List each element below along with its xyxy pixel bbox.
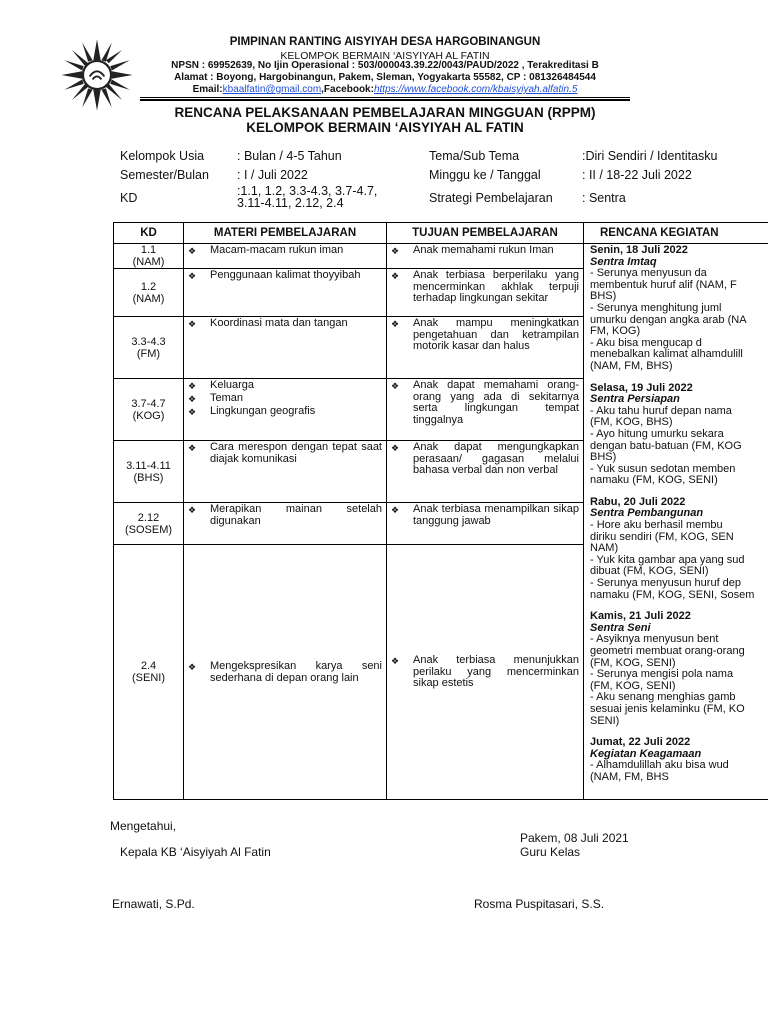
rppm-table xyxy=(113,222,768,800)
mengetahui-label: Mengetahui, xyxy=(110,819,177,833)
kd-cell xyxy=(114,503,184,545)
place-date: Pakem, 08 Juli 2021 xyxy=(520,831,629,845)
activity-line: namaku (FM, KOG, SENI) xyxy=(590,474,718,487)
day-sentra: Kegiatan Keagamaan xyxy=(590,747,702,760)
activity-line: geometri membuat orang-orang xyxy=(590,645,745,657)
activity-line: - Hore aku berhasil membu xyxy=(590,519,723,532)
materi-cell xyxy=(184,379,387,441)
tujuan-cell xyxy=(387,244,584,269)
info-kelompok-label: Kelompok Usia xyxy=(120,149,205,163)
activity-line: - Asyiknya menyusun bent xyxy=(590,633,719,646)
activity-line: (NAM, FM, BHS xyxy=(590,770,669,783)
diamond-bullet-icon: ❖ xyxy=(188,271,197,281)
list-item xyxy=(184,405,386,418)
info-minggu-label: Minggu ke / Tanggal xyxy=(429,168,541,182)
kd-aspect: (SOSEM) xyxy=(124,523,173,536)
diamond-bullet-icon: ❖ xyxy=(391,443,400,453)
header-school-line: KELOMPOK BERMAIN ‘AISYIYAH AL FATIN xyxy=(280,50,490,62)
kd-aspect: (FM) xyxy=(136,347,161,360)
activity-line: (FM, KOG, BHS) xyxy=(590,416,673,429)
materi-cell xyxy=(184,503,387,545)
kd-aspect: (BHS) xyxy=(133,471,164,484)
header-divider-thick xyxy=(140,99,630,101)
activity-line: - Serunya menyusun huruf dep xyxy=(590,577,742,590)
kd-code: 3.11-4.11 xyxy=(126,459,171,472)
info-tema-label: Tema/Sub Tema xyxy=(429,149,520,163)
col-header-tujuan: TUJUAN PEMBELAJARAN xyxy=(387,223,584,244)
activity-line: FM, KOG) xyxy=(590,325,641,338)
kd-cell xyxy=(114,269,184,317)
activity-line: - Ayo hitung umurku sekara xyxy=(590,427,724,440)
list-item xyxy=(387,503,583,527)
diamond-bullet-icon: ❖ xyxy=(391,381,400,391)
materi-cell xyxy=(184,244,387,269)
list-item xyxy=(387,317,583,353)
header-contact-line xyxy=(140,84,630,95)
day-date: Senin, 18 Juli 2022 xyxy=(590,244,688,256)
header-npsn-line: NPSN : 69952639, No Ijin Operasional : 503/000043.39.22/0043/PAUD/2022 , Terakreditasi B xyxy=(171,60,599,71)
info-kelompok-value: : Bulan / 4-5 Tahun xyxy=(237,149,342,163)
kd-code: 1.1 xyxy=(140,244,157,256)
guru-title: Guru Kelas xyxy=(520,845,581,859)
materi-text: Merapikan mainan setelah digunakan xyxy=(210,503,382,527)
day-date: Kamis, 21 Juli 2022 xyxy=(590,610,691,623)
activity-line: NAM) xyxy=(590,542,619,555)
sun-emblem-logo-icon xyxy=(60,38,134,112)
list-item xyxy=(387,269,583,305)
activity-line: (FM, KOG, SENI) xyxy=(590,656,676,669)
header-divider xyxy=(140,97,630,98)
day-date: Rabu, 20 Juli 2022 xyxy=(590,495,686,508)
diamond-bullet-icon: ❖ xyxy=(188,381,197,391)
activity-line: - Serunya menyusun da xyxy=(590,267,707,280)
diamond-bullet-icon: ❖ xyxy=(188,662,197,672)
day-date: Selasa, 19 Juli 2022 xyxy=(590,381,693,394)
list-item xyxy=(184,503,386,527)
diamond-bullet-icon: ❖ xyxy=(391,246,400,256)
activity-line: BHS) xyxy=(590,451,617,464)
info-tema-value: :Diri Sendiri / Identitasku xyxy=(582,149,718,163)
tujuan-cell xyxy=(387,269,584,317)
day-sentra: Sentra Pembangunan xyxy=(590,507,704,520)
list-item xyxy=(184,660,386,684)
activity-line: sesuai jenis kelaminku (FM, KO xyxy=(590,702,745,715)
list-item xyxy=(387,379,583,426)
materi-cell xyxy=(184,545,387,800)
list-item xyxy=(387,654,583,690)
list-item xyxy=(184,392,386,405)
document-subtitle: KELOMPOK BERMAIN ‘AISYIYAH AL FATIN xyxy=(246,120,524,135)
list-item xyxy=(387,441,583,477)
kd-aspect: (SENI) xyxy=(132,672,165,684)
info-semester-label: Semester/Bulan xyxy=(120,168,209,182)
kd-cell xyxy=(114,244,184,269)
tujuan-text: Anak dapat memahami orang-orang yang ada di sekitarnya serta lingkungan tempat tinggalnya xyxy=(413,379,579,426)
kd-cell xyxy=(114,545,184,800)
tujuan-text: Anak memahami rukun Iman xyxy=(413,244,554,256)
diamond-bullet-icon: ❖ xyxy=(391,271,400,281)
facebook-link[interactable]: https://www.facebook.com/kbaisyiyah.alfatin.5 xyxy=(373,84,578,95)
activity-line: dibuat (FM, KOG, SENI) xyxy=(590,565,709,578)
tujuan-text: Anak terbiasa menampilkan sikap tanggung jawab xyxy=(413,503,579,527)
info-kd-value: :1.1, 1.2, 3.3-4.3, 3.7-4.7, 3.11-4.11, 2.12, 2.4 xyxy=(237,184,378,210)
kd-aspect: (NAM) xyxy=(132,256,165,268)
signatory-right: Rosma Puspitasari, S.S. xyxy=(474,897,605,911)
email-link[interactable]: kbaalfatin@gmail.com xyxy=(222,84,322,95)
activity-line: - Aku tahu huruf depan nama xyxy=(590,404,732,417)
list-item xyxy=(184,269,386,282)
materi-cell xyxy=(184,317,387,379)
info-semester-value: : I / Juli 2022 xyxy=(237,168,308,182)
table-header-row xyxy=(114,223,768,244)
tujuan-cell xyxy=(387,379,584,441)
tujuan-cell xyxy=(387,441,584,503)
diamond-bullet-icon: ❖ xyxy=(391,319,400,329)
kd-aspect: (KOG) xyxy=(132,409,165,422)
signatory-left: Ernawati, S.Pd. xyxy=(112,897,195,911)
activity-line: - Aku bisa mengucap d xyxy=(590,336,702,349)
materi-text: Teman xyxy=(210,392,244,404)
materi-cell xyxy=(184,269,387,317)
facebook-label: ,Facebook: xyxy=(321,84,374,95)
day-sentra: Sentra Seni xyxy=(590,621,651,634)
materi-text: Penggunaan kalimat thoyyibah xyxy=(210,269,361,281)
activity-line: - Serunya menghitung juml xyxy=(590,301,722,314)
list-item xyxy=(184,441,386,465)
activity-line: umurku dengan angka arab (NA xyxy=(590,313,747,326)
col-header-kd: KD xyxy=(114,223,184,244)
list-item xyxy=(184,379,386,392)
email-label: Email: xyxy=(192,84,223,95)
activity-line: dengan batu-batuan (FM, KOG xyxy=(590,439,742,452)
tujuan-cell xyxy=(387,503,584,545)
activity-line: membentuk huruf alif (NAM, F xyxy=(590,278,737,291)
col-header-rencana: RENCANA KEGIATAN xyxy=(584,223,768,244)
diamond-bullet-icon: ❖ xyxy=(188,505,197,515)
materi-text: Macam-macam rukun iman xyxy=(210,244,344,256)
activity-line: SENI) xyxy=(590,714,620,727)
kd-code: 2.12 xyxy=(137,511,160,524)
activity-line: diriku sendiri (FM, KOG, SEN xyxy=(590,530,734,543)
info-strategi-value: : Sentra xyxy=(582,191,626,205)
activity-line: menebalkan kalimat alhamdulill xyxy=(590,348,743,361)
info-minggu-value: : II / 18-22 Juli 2022 xyxy=(582,168,692,182)
table-row xyxy=(114,244,768,269)
info-kd-label: KD xyxy=(120,191,138,205)
tujuan-text: Anak mampu meningkatkan pengetahuan dan ketrampilan motorik kasar dan halus xyxy=(413,317,579,352)
activity-line: BHS) xyxy=(590,290,617,303)
document-title: RENCANA PELAKSANAAN PEMBELAJARAN MINGGUAN (RPPM) xyxy=(174,105,596,120)
materi-text: Cara merespon dengan tepat saat diajak komunikasi xyxy=(210,441,382,465)
day-date: Jumat, 22 Juli 2022 xyxy=(590,736,691,749)
kd-cell xyxy=(114,317,184,379)
tujuan-text: Anak terbiasa berperilaku yang mencerminkan akhlak terpuji terhadap lingkungan sekitar xyxy=(413,269,579,304)
kd-code: 3.3-4.3 xyxy=(131,335,166,348)
materi-text: Mengekspresikan karya seni sederhana di depan orang lain xyxy=(210,660,382,684)
tujuan-cell xyxy=(387,317,584,379)
diamond-bullet-icon: ❖ xyxy=(188,443,197,453)
kd-code: 2.4 xyxy=(140,660,157,672)
materi-text: Koordinasi mata dan tangan xyxy=(210,317,348,329)
activity-line: - Yuk kita gambar apa yang sud xyxy=(590,553,745,566)
list-item xyxy=(387,244,583,257)
materi-cell xyxy=(184,441,387,503)
diamond-bullet-icon: ❖ xyxy=(391,656,400,667)
materi-text: Lingkungan geografis xyxy=(210,405,316,417)
day-sentra: Sentra Imtaq xyxy=(590,255,657,268)
activity-line: (NAM, FM, BHS) xyxy=(590,359,673,372)
tujuan-cell xyxy=(387,545,584,800)
activity-line: - Alhamdulillah aku bisa wud xyxy=(590,759,729,772)
diamond-bullet-icon: ❖ xyxy=(188,246,197,256)
diamond-bullet-icon: ❖ xyxy=(188,394,197,404)
list-item xyxy=(184,317,386,330)
activity-line: - Serunya mengisi pola nama xyxy=(590,668,734,681)
rencana-kegiatan-list xyxy=(584,244,768,784)
activity-line: - Aku senang menghias gamb xyxy=(590,691,736,704)
diamond-bullet-icon: ❖ xyxy=(188,407,197,417)
kepala-title: Kepala KB ‘Aisyiyah Al Fatin xyxy=(120,845,271,859)
col-header-materi: MATERI PEMBELAJARAN xyxy=(184,223,387,244)
header-org-line: PIMPINAN RANTING AISYIYAH DESA HARGOBINANGUN xyxy=(229,36,541,48)
info-strategi-label: Strategi Pembelajaran xyxy=(429,191,553,205)
list-item xyxy=(184,244,386,257)
kd-code: 3.7-4.7 xyxy=(131,397,166,410)
tujuan-text: Anak dapat mengungkapkan perasaan/ gagasan melalui bahasa verbal dan non verbal xyxy=(413,441,579,476)
materi-text: Keluarga xyxy=(210,379,255,391)
kd-aspect: (NAM) xyxy=(132,292,165,305)
kd-cell xyxy=(114,379,184,441)
rencana-kegiatan-cell xyxy=(584,244,768,800)
activity-line: namaku (FM, KOG, SENI, Sosem xyxy=(590,588,755,601)
header-address-line: Alamat : Boyong, Hargobinangun, Pakem, Sleman, Yogyakarta 55582, CP : 081326484544 xyxy=(174,72,596,83)
tujuan-text: Anak terbiasa menunjukkan perilaku yang mencerminkan sikap estetis xyxy=(413,654,579,690)
day-sentra: Sentra Persiapan xyxy=(590,393,680,406)
activity-line: (FM, KOG, SENI) xyxy=(590,679,676,692)
diamond-bullet-icon: ❖ xyxy=(188,319,197,329)
kd-cell xyxy=(114,441,184,503)
activity-line: - Yuk susun sedotan memben xyxy=(590,462,736,475)
diamond-bullet-icon: ❖ xyxy=(391,505,400,515)
kd-code: 1.2 xyxy=(140,280,157,293)
